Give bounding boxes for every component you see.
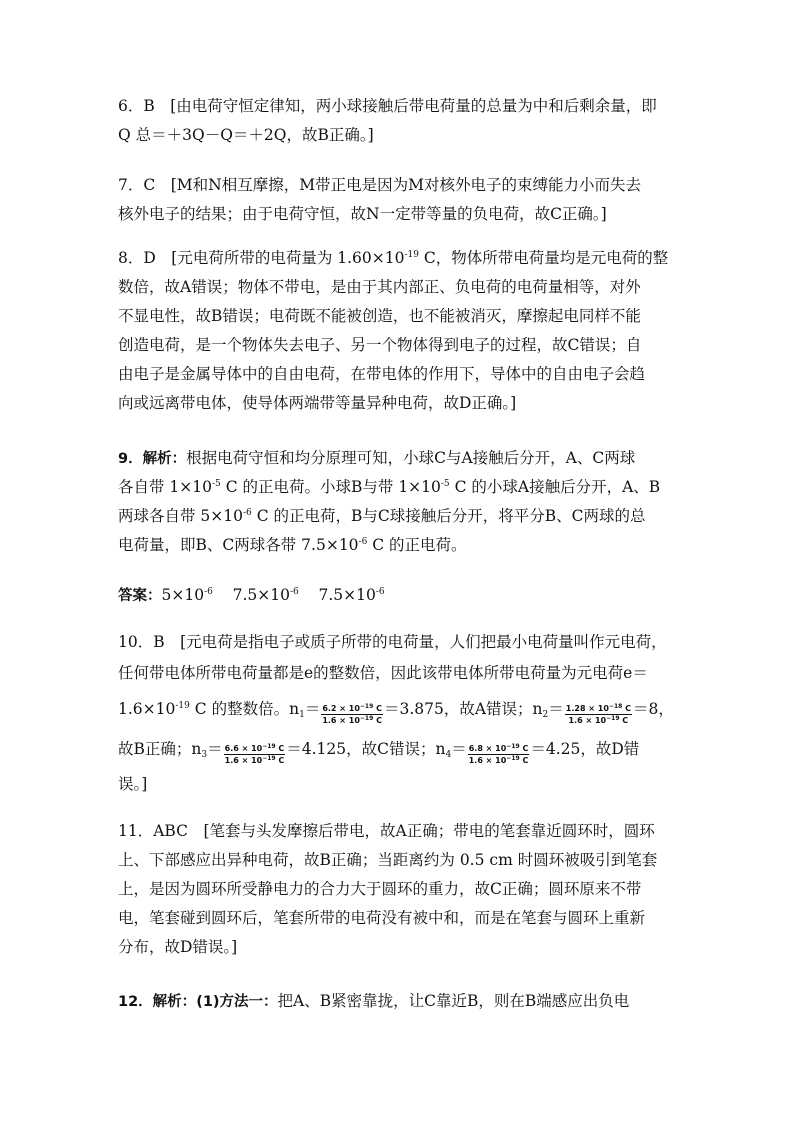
answer-11-line-1: 11．ABC [笔套与头发摩擦后带电，故A正确；带电的笔套靠近圆环时，圆环 xyxy=(118,822,655,840)
answer-9-label: 9．解析： xyxy=(118,451,187,467)
answer-8 xyxy=(118,244,678,418)
answer-12-line-1: 12．解析：(1)方法一：把A、B紧密靠拢，让C靠近B，则在B端感应出负电 xyxy=(118,992,630,1010)
answer-10-line-2: 任何带电体所带电荷量都是e的整数倍，因此该带电体所带电荷量为元电荷e＝ xyxy=(118,664,648,682)
answer-8-line-6: 向或远离带电体，使导体两端带等量异种电荷，故D正确。] xyxy=(118,394,517,412)
answer-9-line-3: 两球各自带 $5\times 10^{-6}$ C 的正电荷，B与C球接触后分开，将平分B、C两球的总 xyxy=(118,507,646,525)
answer-8-line-2: 数倍，故A错误；物体不带电，是由于其内部正、负电荷的电荷量相等，对外 xyxy=(118,278,641,296)
answer-9-line-1: 9．解析：根据电荷守恒和均分原理可知，小球C与A接触后分开，A、C两球 xyxy=(118,449,636,467)
answer-12 xyxy=(118,987,678,1016)
answer-7-line-1: 7．C [M和N相互摩擦，M带正电是因为M对核外电子的束缚能力小而失去 xyxy=(118,176,641,194)
answer-9-final-label: 答案： xyxy=(118,588,162,604)
answer-8-line-5: 由电子是金属导体中的自由电荷，在带电体的作用下，导体中的自由电子会趋 xyxy=(118,365,646,383)
fraction-n4: $\frac{6.8 \times 10^{-19} C}{1.6 \times 10^{-19} C}$ xyxy=(468,743,529,765)
answer-11 xyxy=(118,817,678,962)
answer-11-line-4: 电，笔套碰到圆环后，笔套所带的电荷没有被中和，而是在笔套与圆环上重新 xyxy=(118,909,646,927)
fraction-n3: $\frac{6.6 \times 10^{-19} C}{1.6 \times 10^{-19} C}$ xyxy=(224,743,285,765)
answer-11-line-5: 分布，故D错误。] xyxy=(118,938,238,956)
answer-7 xyxy=(118,171,678,229)
answer-9-line-4: 电荷量，即B、C两球各带 $7.5\times 10^{-6}$ C 的正电荷。 xyxy=(118,536,467,554)
answer-9-final: 答案：$5\times 10^{-6}$ $7.5\times 10^{-6}$ $7.5\times 10^{-6}$ xyxy=(118,586,385,604)
answer-8-line-3: 不显电性，故B错误；电荷既不能被创造，也不能被消灭，摩擦起电同样不能 xyxy=(118,307,641,325)
answer-9-line-2: 各自带 $1\times 10^{-5}$ C 的正电荷。小球B与带 $1\times 10^{-5}$ C 的小球A接触后分开，A、B xyxy=(118,478,661,496)
answer-9 xyxy=(118,444,678,560)
answer-11-line-3: 上，是因为圆环所受静电力的合力大于圆环的重力，故C正确；圆环原来不带 xyxy=(118,880,642,898)
answer-10-line-3: $1.6\times 10^{-19}$ C 的整数倍。$n_1=$ $\frac{6.2 \times 10^{-19} C}{1.6 \times 10^{-19} C}$ ＝3.875，故A错误；$n_2=$ $\frac{1.28 \times 10^{-18} C}{1.6 \times 10^{-19} C}$ ＝8， xyxy=(118,700,674,725)
answer-6-line-1: 6．B [由电荷守恒定律知，两小球接触后带电荷量的总量为中和后剩余量，即 xyxy=(118,97,657,115)
answer-10-line-4: 故B正确；$n_3=$ $\frac{6.6 \times 10^{-19} C}{1.6 \times 10^{-19} C}$ ＝4.125，故C错误；$n_4=$ $\frac{6.8 \times 10^{-19} C}{1.6 \times 10^{-19} C}$ ＝4.25，故D错 xyxy=(118,740,640,765)
answer-8-line-4: 创造电荷，是一个物体失去电子、另一个物体得到电子的过程，故C错误；自 xyxy=(118,336,642,354)
answer-7-line-2: 核外电子的结果；由于电荷守恒，故N一定带等量的负电荷，故C正确。] xyxy=(118,205,607,223)
answer-8-line-1: 8．D [元电荷所带的电荷量为 $1.60\times 10^{-19}$ C，物体所带电荷量均是元电荷的整 xyxy=(118,249,669,267)
answer-6 xyxy=(118,92,678,150)
fraction-n1: $\frac{6.2 \times 10^{-19} C}{1.6 \times 10^{-19} C}$ xyxy=(322,703,382,725)
answer-10 xyxy=(118,627,678,800)
answer-12-label: 12．解析： xyxy=(118,994,197,1010)
answer-11-line-2: 上、下部感应出异种电荷，故B正确；当距离约为 0.5 cm 时圆环被吸引到笔套 xyxy=(118,851,658,869)
answer-10-line-5: 误。] xyxy=(118,775,148,793)
answer-6-line-2: Q 总＝＋3Q－Q＝＋2Q，故B正确。] xyxy=(118,126,374,144)
answer-10-line-1: 10．B [元电荷是指电子或质子所带的电荷量，人们把最小电荷量叫作元电荷， xyxy=(118,633,667,651)
fraction-n2: $\frac{1.28 \times 10^{-18} C}{1.6 \times 10^{-19} C}$ xyxy=(565,703,631,725)
answer-12-method: (1)方法一： xyxy=(196,994,278,1010)
